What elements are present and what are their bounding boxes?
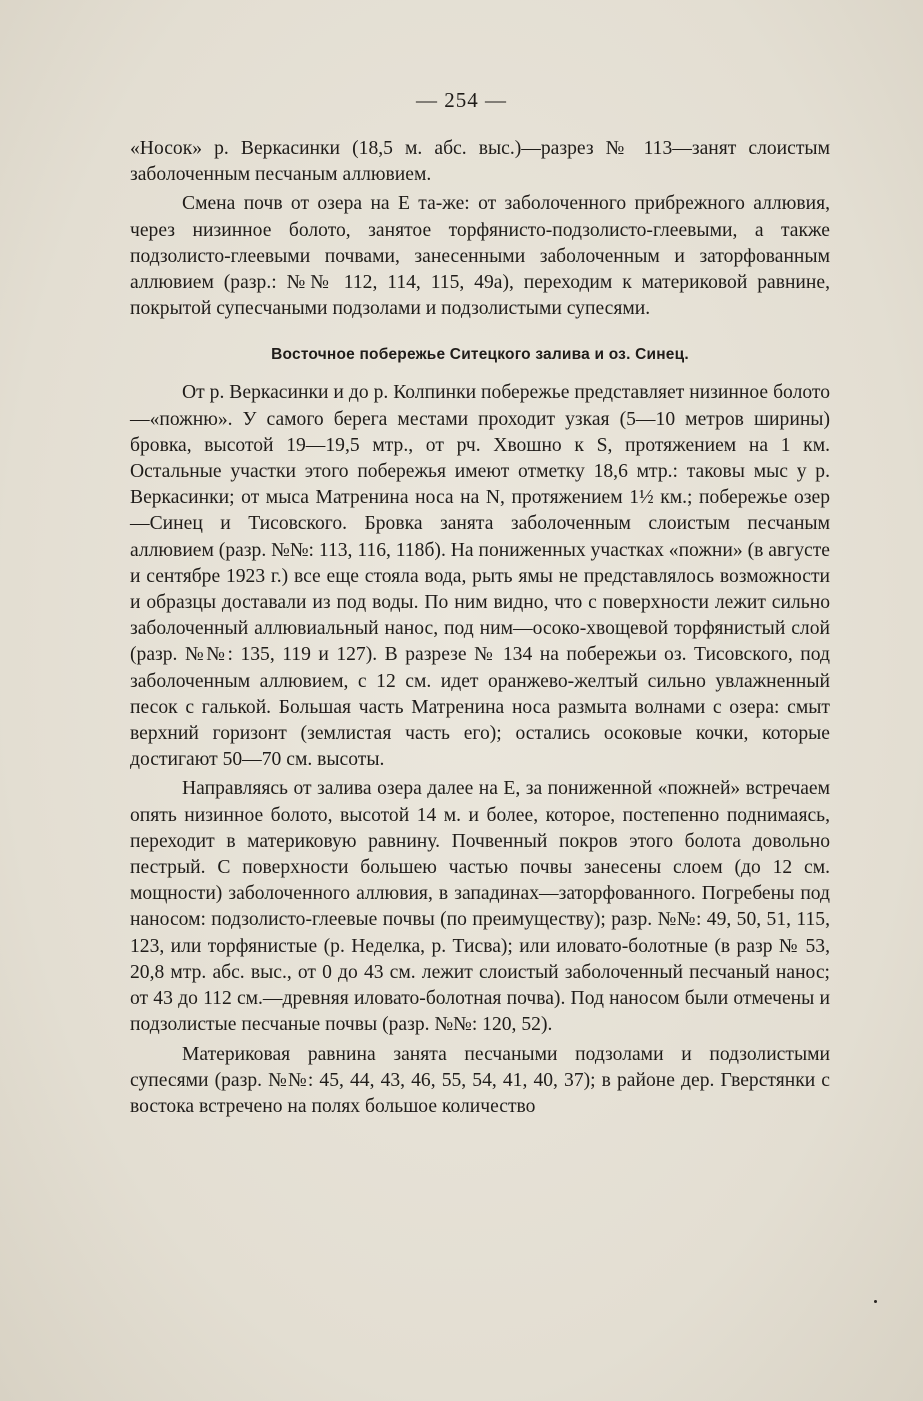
page-number: — 254 — [416,88,507,112]
paragraph-1: «Носок» р. Веркасинки (18,5 м. абс. выс.)—разрез № 113—занят слоистым заболоченным песчаным аллювием. [130,138,830,186]
section-paragraph-1: От р. Веркасинки и до р. Колпинки побережье представляет низинное болото—«пожню». У самого берега местами проходит узкая (5—10 метров ширины) бровка, высотой 19—19,5 мтр., от рч. Хвошно к S, протяжением на 1 км. Остальные участки этого побережья имеют отметку 18,6 мтр.: таковы мыс у р. Веркасинки; от мыса Матренина носа на N, протяжением 1½ км.; побережье озер—Синец и Тисовского. Бровка занята заболоченным слоистым песчаным аллювием (разр. №№: 113, 116, 118б). На пониженных участках «пожни» (в августе и сентябре 1923 г.) все еще стояла вода, рыть ямы не представлялось возможности и образцы доставали из под воды. По ним видно, что с поверхности лежит сильно заболоченный аллювиальный нанос, под ним—осоко-хвощевой торфянистый слой (разр. №№: 135, 119 и 127). В разрезе № 134 на побережьи оз. Тисовского, под заболоченным аллювием, с 12 см. идет оранжево-желтый сильно увлажненный песок с галькой. Большая часть Матренина носа размыта волнами с озера: смыт верхний горизонт (землистая часть его); остались осоковые кочки, которые достигают 50—70 см. высоты. [130,382,830,771]
section-paragraph-2: Направляясь от залива озера далее на Е, за пониженной «пожней» встречаем опять низинное болото, высотой 14 м. и более, которое, постепенно поднимаясь, переходит в материковую равнину. Почвенный покров этого болота довольно пестрый. С поверхности большею частью почвы занесены слоем (до 12 см. мощности) заболоченного аллювия, в западинах—заторфованного. Погребены под наносом: подзолисто-глеевые почвы (по преимуществу); разр. №№: 49, 50, 51, 115, 123, или торфянистые (р. Неделка, р. Тисва); или иловато-болотные (в разр № 53, 20,8 мтр. абс. выс., от 0 до 43 см. лежит слоистый заболоченный песчаный нанос; от 43 до 112 см.—древняя иловато-болотная почва). Под наносом были отмечены и подзолистые песчаные почвы (разр. №№: 120, 52). [130,778,830,1036]
paragraph-2: Смена почв от озера на Е та-же: от заболоченного прибрежного аллювия, через низинное болото, занятое торфянисто-подзолисто-глеевыми, а также подзолисто-глеевыми почвами, занесенными заболоченным и заторфованным аллювием (разр.: №№ 112, 114, 115, 49а), переходим к материковой равнине, покрытой супесчаными подзолами и подзолистыми супесями. [130,193,830,320]
section-paragraph-3: Материковая равнина занята песчаными подзолами и подзолистыми супесями (разр. №№: 45, 44, 43, 46, 55, 54, 41, 40, 37); в районе дер. Гверстянки с востока встречено на полях большое количество [130,1043,830,1117]
section-heading: Восточное побережье Ситецкого залива и оз. Синец. [271,346,689,364]
page-text [130,136,830,1120]
print-speck [874,1300,877,1303]
